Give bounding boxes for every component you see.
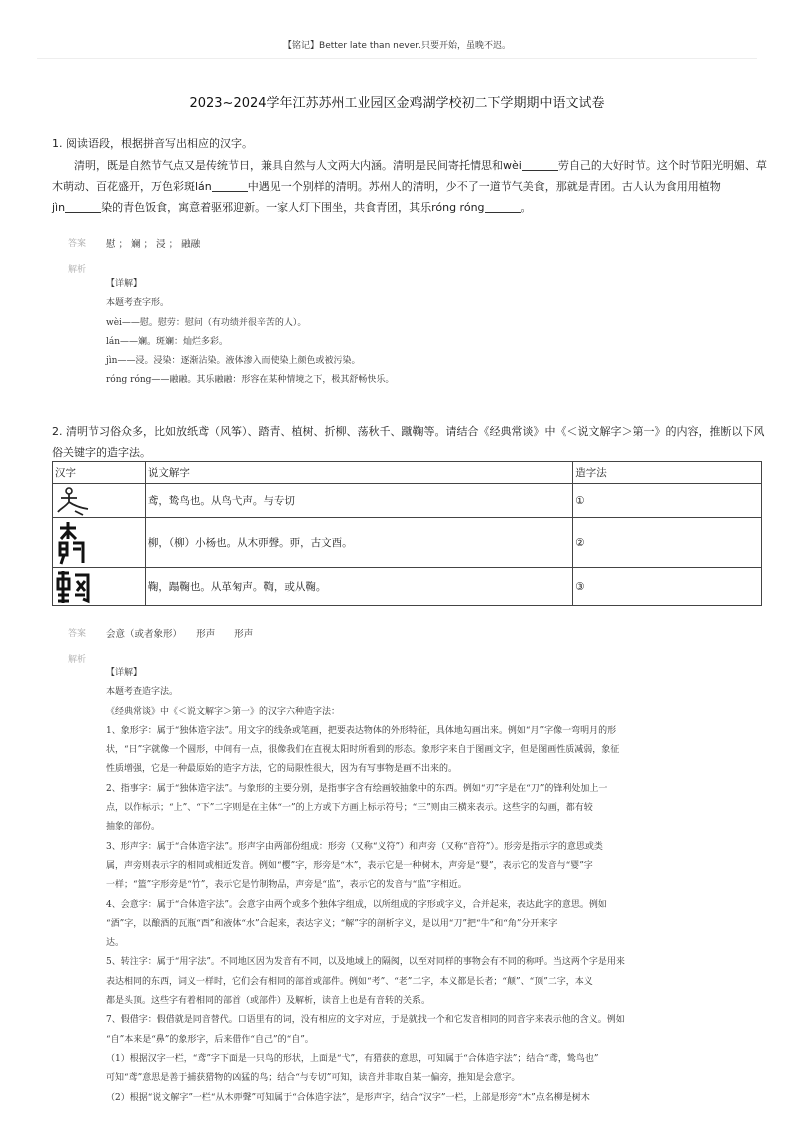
q1-passage <box>52 155 767 218</box>
q2-exp-line: 点，以作标示；“上”、“下”二字则是在主体“一”的上方或下方画上标示符号；“三”则由三横来表示。这些字的勾画，都有较 <box>106 803 593 814</box>
q2-exp-line: 【详解】 <box>106 668 143 678</box>
q2-answer-label: 答案 <box>68 629 87 639</box>
seal-yuan-glyph <box>55 485 95 517</box>
q2-exp-line: 7、假借字：假借就是同音替代。口语里有的词，没有相应的文字对应，于是就找一个和它发音相同的同音字来表示他的含义。例如 <box>106 1015 625 1026</box>
q1-line2: 木萌动、百花盛开，万色彩斑lán <box>52 180 212 193</box>
q1-line2b: 中遇见一个别样的清明。苏州人的清明，少不了一道节气美食，那就是青团。古人认为食用用植物 <box>247 180 721 193</box>
q1-explanation <box>106 275 736 391</box>
seal-ju-glyph <box>55 569 95 605</box>
q2-exp-line: 本题考查造字法。 <box>106 687 179 698</box>
q1-line3: jìn <box>52 201 66 214</box>
character-table <box>52 461 762 606</box>
shuowen-cell: 鸢，鸷鸟也。从鸟弋声。与专切 <box>145 484 572 518</box>
q2-exp-line: 5、转注字：属于“用字法”。不同地区因为发音有不同，以及地域上的隔阂，以至对同样的事物会有不同的称呼。当这两个字是用来 <box>106 957 625 968</box>
glyph-cell <box>53 484 146 518</box>
q1-analysis-label: 解析 <box>68 265 87 275</box>
q2-exp-line: （2）根据“说文解字”一栏“从木丣聲”可知属于“合体造字法”，是形声字，结合“汉字”一栏，上部是形旁“木”点名柳是树木 <box>106 1092 590 1103</box>
q2-prompt <box>52 421 765 463</box>
blank-1[interactable] <box>522 158 558 171</box>
method-cell[interactable]: ③ <box>573 568 762 606</box>
table-header-row <box>53 462 762 484</box>
q2-exp-line: 1、象形字：属于“独体造字法”。用文字的线条或笔画，把要表达物体的外形特征，具体地勾画出来。例如“月”字像一弯明月的形 <box>106 725 617 736</box>
method-cell[interactable]: ① <box>573 484 762 518</box>
q2-exp-line: 抽象的部份。 <box>106 822 161 833</box>
q2-exp-line: “自”本来是“鼻”的象形字，后来借作“自己”的“自”。 <box>106 1034 314 1045</box>
q2-exp-line: 属，声旁则表示字的相同或相近发音。例如“樱”字，形旁是“木”，表示它是一种树木，声旁是“婴”，表示它的发音与“婴”字 <box>106 860 593 871</box>
shuowen-cell: 柳，（柳）小杨也。从木丣聲。丣，古文酉。 <box>145 518 572 568</box>
header-divider <box>37 58 757 59</box>
q2-prompt-line2: 俗关键字的造字法。 <box>52 446 151 459</box>
table-header-cell: 说文解字 <box>145 462 572 484</box>
q2-exp-line: 4、会意字：属于“合体造字法”。会意字由两个或多个独体字组成，以所组成的字形或字义，合并起来，表达此字的意思。例如 <box>106 899 607 910</box>
q2-exp-line: 2、指事字：属于“独体造字法”。与象形的主要分别，是指事字含有绘画较抽象中的东西。例如“刃”字是在“刀”的锋利处加上一 <box>106 783 608 794</box>
glyph-cell <box>53 568 146 606</box>
q1-answer-label: 答案 <box>68 239 87 249</box>
table-row <box>53 518 762 568</box>
q2-exp-line: 状，“日”字就像一个圆形，中间有一点，很像我们在直视太阳时所看到的形态。象形字来自于图画文字，但是图画性质减弱，象征 <box>106 745 620 756</box>
blank-2[interactable] <box>212 179 248 192</box>
q1-prompt: 1. 阅读语段，根据拼音写出相应的汉字。 <box>52 137 253 150</box>
q2-exp-line: 《经典常谈》中《＜说文解字＞第一》的汉字六种造字法： <box>106 706 341 717</box>
page-header-note: 【铭记】Better late than never.只要开始，虽晚不迟。 <box>283 41 511 51</box>
q1-exp-line: lán——斓。斑斓：灿烂多彩。 <box>106 336 229 347</box>
q1-answer: 慰 ； 斓 ； 浸 ； 融融 <box>106 239 201 250</box>
q1-line1b: 劳自己的大好时节。这个时节阳光明媚、草 <box>557 159 767 172</box>
q1-exp-line: 本题考查字形。 <box>106 298 170 309</box>
q2-exp-line: 3、形声字：属于“合体造字法”。形声字由两部份组成：形旁（又称“义符”）和声旁（又称“音符”）。形旁是指示字的意思或类 <box>106 841 603 852</box>
q1-exp-line: róng róng——融融。其乐融融：形容在某种情境之下，极其舒畅快乐。 <box>106 375 395 386</box>
q2-exp-line: “酒”字，以酿酒的瓦瓶“酉”和液体“水”合起来，表达字义；“解”字的剖析字义，是以用“刀”把“牛”和“角”分开来字 <box>106 918 558 929</box>
q1-exp-line: jìn——浸。浸染：逐渐沾染。液体渗入而使染上颜色或被污染。 <box>106 356 361 367</box>
method-cell[interactable]: ② <box>573 518 762 568</box>
glyph-cell <box>53 518 146 568</box>
seal-liu-glyph <box>55 519 95 567</box>
q2-exp-line: 表达相同的东西，词义一样时，它们会有相同的部首或部件。例如“考”、“老”二字，本义都是长者；“颠”、“顶”二字，本义 <box>106 976 593 987</box>
table-row <box>53 484 762 518</box>
page-title: 2023~2024学年江苏苏州工业园区金鸡湖学校初二下学期期中语文试卷 <box>189 96 605 111</box>
q2-exp-line: 一样；“篮”字形旁是“竹”，表示它是竹制物品，声旁是“监”，表示它的发音与“监”字相近。 <box>106 880 467 891</box>
shuowen-cell: 鞠，蹋鞠也。从革匊声。鞫，或从鞠。 <box>145 568 572 606</box>
blank-4[interactable] <box>485 200 521 213</box>
q1-exp-line: wèi——慰。慰劳：慰问（有功绩并很辛苦的人）。 <box>106 317 307 328</box>
q2-exp-line: 都是头顶。这些字有着相同的部首（或部件）及解析，读音上也是有音转的关系。 <box>106 996 431 1007</box>
q2-exp-line: （1）根据汉字一栏，“鸢”字下面是一只鸟的形状，上面是“弋”，有猎获的意思，可知属于“合体造字法”；结合“鸢，鸷鸟也” <box>106 1053 599 1064</box>
table-header-cell: 汉字 <box>53 462 146 484</box>
q2-answer: 会意（或者象形） 形声 形声 <box>106 629 254 640</box>
q1-exp-line: 【详解】 <box>106 279 143 289</box>
q1-line1: 清明，既是自然节气点又是传统节日，兼具自然与人文两大内涵。清明是民间寄托情思和wèi <box>74 159 522 172</box>
q2-exp-line: 可知“鸢”意思是善于捕获猎物的凶猛的鸟；结合“与专切”可知，读音并非取自某一偏旁，推知是会意字。 <box>106 1073 521 1084</box>
q1-line3c: 。 <box>520 201 532 214</box>
q2-exp-line: 性质增强，它是一种最原始的造字方法，它的局限性很大，因为有写事物是画不出来的。 <box>106 764 458 775</box>
q2-prompt-line1: 2. 清明节习俗众多，比如放纸鸢（风筝）、踏青、植树、折柳、荡秋千、蹴鞠等。请结合《经典常谈》中《＜说文解字＞第一》的内容，推断以下风 <box>52 425 765 438</box>
q2-exp-line: 达。 <box>106 938 125 949</box>
q2-explanation <box>106 664 736 1108</box>
table-row <box>53 568 762 606</box>
blank-3[interactable] <box>65 200 101 213</box>
table-header-cell: 造字法 <box>573 462 762 484</box>
q1-line3b: 染的青色饭食，寓意着驱邪迎新。一家人灯下围坐，共食青团，其乐róng róng <box>101 201 485 214</box>
q2-analysis-label: 解析 <box>68 655 87 665</box>
